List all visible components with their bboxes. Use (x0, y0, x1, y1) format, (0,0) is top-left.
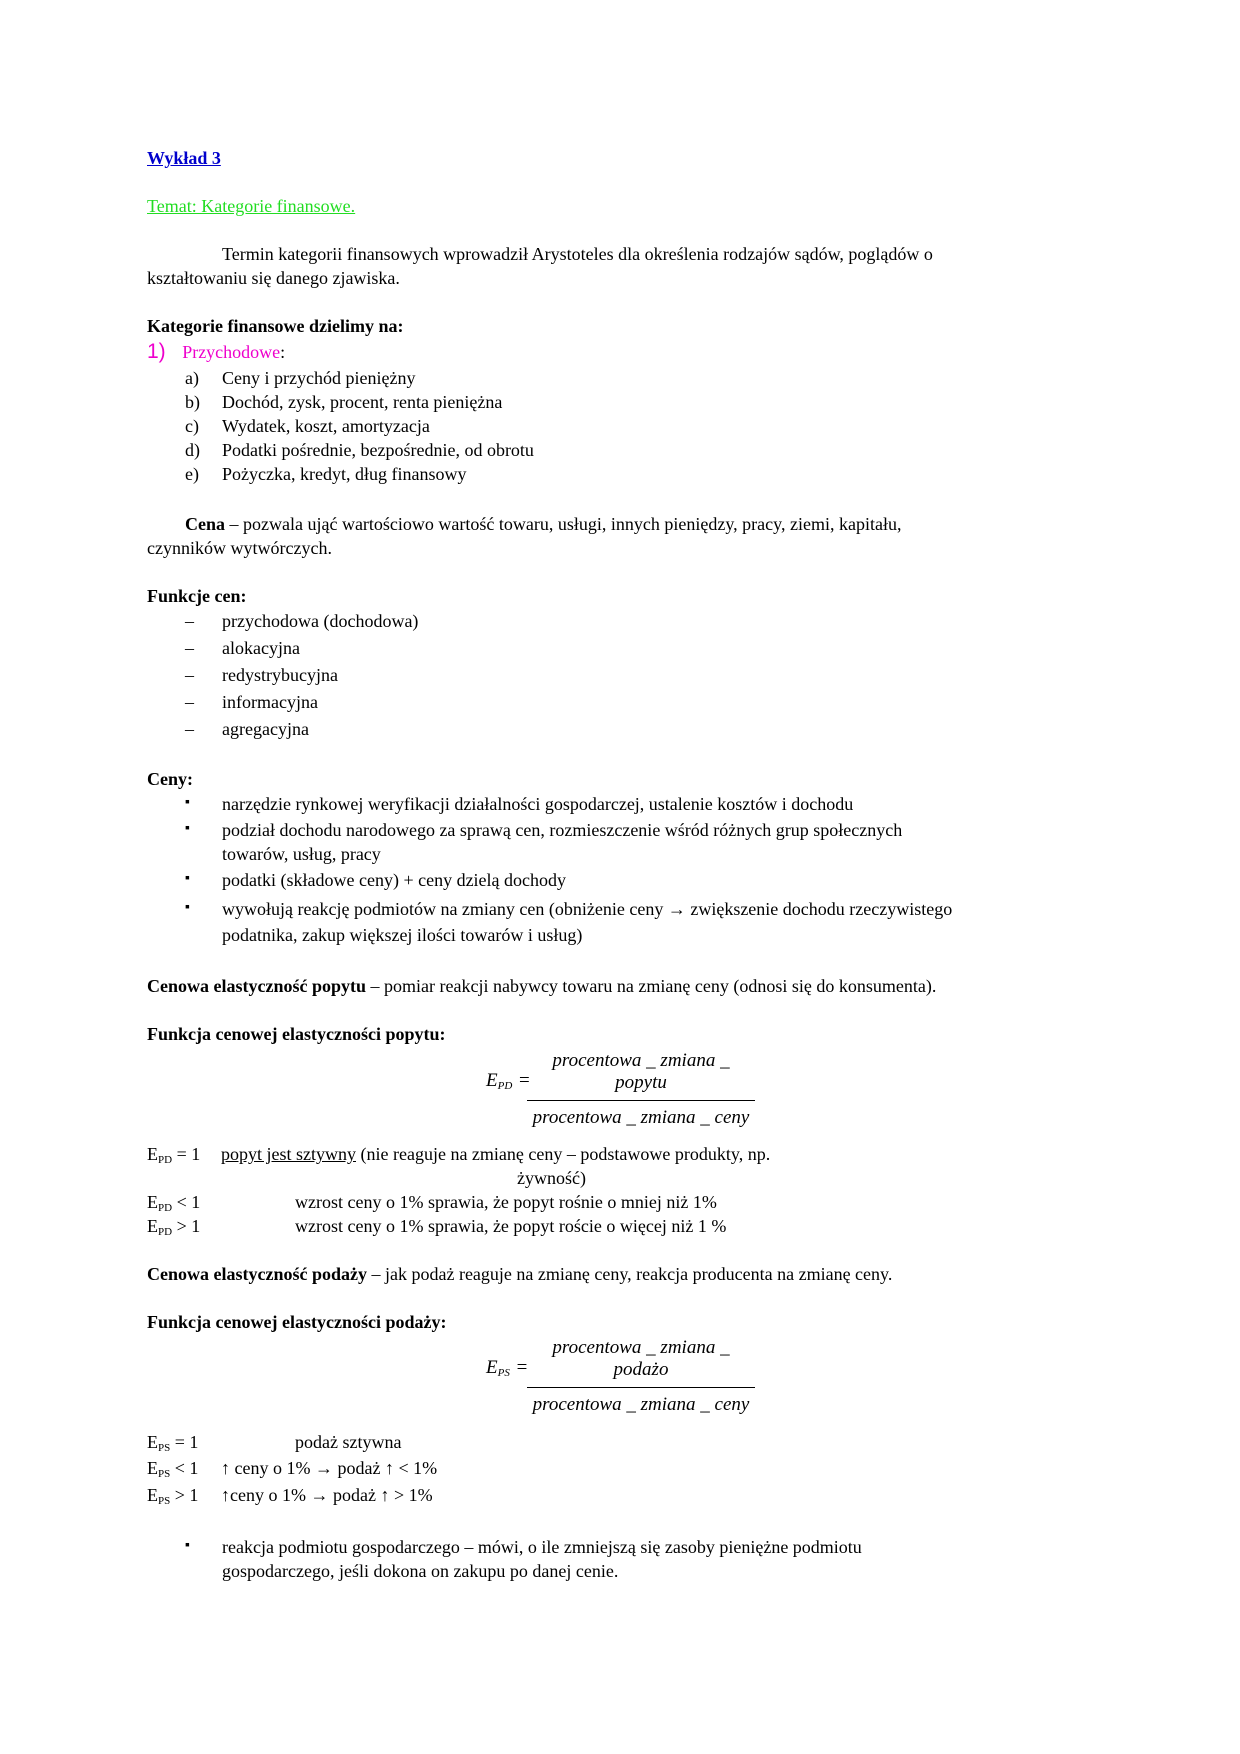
list-item-text: Podatki pośrednie, bezpośrednie, od obrotu (222, 440, 534, 460)
supply-definition: Cenowa elastyczność podaży – jak podaż reaguje na zmianę ceny, reakcja producenta na zmianę ceny. (147, 1264, 893, 1284)
supply-case-1-text: podaż sztywna (295, 1432, 402, 1452)
bullet-marker: ▪ (185, 821, 190, 836)
demand-case-1-continuation: żywność) (517, 1168, 586, 1188)
list-item-text: Dochód, zysk, procent, renta pieniężna (222, 392, 503, 412)
supply-formula-lhs: $E_{PS}$ = (486, 1357, 528, 1379)
list-item: a) (185, 368, 199, 388)
dash-marker: – (185, 692, 194, 712)
cena-definition-line-1: Cena – pozwala ująć wartościowo wartość towaru, usługi, innych pieniędzy, pracy, ziemi, kapitału, (185, 514, 902, 534)
list-item: e) (185, 464, 199, 484)
dash-marker: – (185, 665, 194, 685)
demand-term: Cenowa elastyczność popytu (147, 976, 366, 996)
bullet-marker: ▪ (185, 900, 190, 915)
category-1-label: Przychodowe (182, 342, 281, 362)
supply-term: Cenowa elastyczność podaży (147, 1264, 367, 1284)
demand-case-3: $E_{PD} > 1$ (147, 1216, 201, 1238)
demand-formula-fraction (527, 1050, 755, 1129)
list-item-text: informacyjna (222, 692, 318, 712)
demand-function-heading: Funkcja cenowej elastyczności popytu: (147, 1024, 446, 1044)
topic-heading: Temat: Kategorie finansowe. (147, 196, 356, 216)
category-1-number: 1) (147, 340, 166, 363)
cena-definition-line-2: czynników wytwórczych. (147, 538, 332, 558)
list-item: b) (185, 392, 200, 412)
category-1-colon: : (280, 342, 286, 362)
list-item-text: przychodowa (dochodowa) (222, 611, 419, 631)
bullet-marker: ▪ (185, 1538, 190, 1553)
intro-line-2: kształtowaniu się danego zjawiska. (147, 268, 400, 288)
bullet-text: wywołują reakcję podmiotów na zmiany cen (obniżenie ceny → zwiększenie dochodu rzeczywistego (222, 899, 953, 919)
demand-case-1: $E_{PD} = 1$ (147, 1144, 201, 1166)
supply-case-2-text: ↑ ceny o 1% → podaż ↑ < 1% (221, 1458, 438, 1478)
dash-marker: – (185, 719, 194, 739)
bullet-marker: ▪ (185, 795, 190, 810)
categories-heading: Kategorie finansowe dzielimy na: (147, 316, 404, 336)
list-item-text: Pożyczka, kredyt, dług finansowy (222, 464, 467, 484)
bullet-text: podział dochodu narodowego za sprawą cen, rozmieszczenie wśród różnych grup społecznych (222, 820, 903, 840)
supply-formula-denominator: procentowa _ zmiana _ ceny (532, 1394, 750, 1415)
category-1 (147, 340, 285, 364)
list-item-text: agregacyjna (222, 719, 309, 739)
final-bullet-line-2: gospodarczego, jeśli dokona on zakupu po danej cenie. (222, 1561, 619, 1581)
list-item-text: Wydatek, koszt, amortyzacja (222, 416, 430, 436)
fraction-bar (527, 1100, 755, 1101)
prices-heading: Ceny: (147, 769, 193, 789)
dash-marker: – (185, 638, 194, 658)
demand-case-2-text: wzrost ceny o 1% sprawia, że popyt rośnie o mniej niż 1% (295, 1192, 717, 1212)
supply-case-3: $E_{PS} > 1$ (147, 1485, 199, 1507)
list-item: c) (185, 416, 199, 436)
list-item: d) (185, 440, 200, 460)
demand-case-3-text: wzrost ceny o 1% sprawia, że popyt roście o więcej niż 1 % (295, 1216, 727, 1236)
demand-formula-denominator: procentowa _ zmiana _ ceny (532, 1107, 750, 1128)
intro-line-1: Termin kategorii finansowych wprowadził Arystoteles dla określenia rodzajów sądów, poglądów o (222, 244, 933, 264)
functions-heading: Funkcje cen: (147, 586, 247, 606)
bullet-text: narzędzie rynkowej weryfikacji działalności gospodarczej, ustalenie kosztów i dochodu (222, 794, 854, 814)
list-item-text: redystrybucyjna (222, 665, 338, 685)
dash-marker: – (185, 611, 194, 631)
demand-formula-lhs: $E_{PD}$ = (486, 1070, 530, 1092)
demand-formula-numerator: procentowa _ zmiana _ popytu (552, 1050, 730, 1093)
fraction-bar (527, 1387, 755, 1388)
bullet-text: podatki (składowe ceny) + ceny dzielą dochody (222, 870, 567, 890)
demand-case-2: $E_{PD} < 1$ (147, 1192, 201, 1214)
supply-formula-numerator: procentowa _ zmiana _ podażo (552, 1337, 730, 1380)
final-bullet-line-1: reakcja podmiotu gospodarczego – mówi, o ile zmniejszą się zasoby pieniężne podmiotu (222, 1537, 862, 1557)
supply-case-1: $E_{PS} = 1$ (147, 1432, 199, 1454)
supply-formula-fraction (527, 1337, 755, 1416)
page-title: Wykład 3 (147, 148, 221, 168)
supply-function-heading: Funkcja cenowej elastyczności podaży: (147, 1312, 447, 1332)
supply-case-3-text: ↑ceny o 1% → podaż ↑ > 1% (221, 1485, 433, 1505)
cena-term: Cena (185, 514, 225, 534)
list-item-text: alokacyjna (222, 638, 300, 658)
bullet-text: podatnika, zakup większej ilości towarów i usług) (222, 925, 583, 945)
list-item-text: Ceny i przychód pieniężny (222, 368, 416, 388)
bullet-marker: ▪ (185, 871, 190, 886)
supply-case-2: $E_{PS} < 1$ (147, 1458, 199, 1480)
demand-definition: Cenowa elastyczność popytu – pomiar reakcji nabywcy towaru na zmianę ceny (odnosi się do konsumenta). (147, 976, 937, 996)
demand-case-1-text: popyt jest sztywny (nie reaguje na zmianę ceny – podstawowe produkty, np. (221, 1144, 771, 1164)
bullet-text: towarów, usług, pracy (222, 844, 381, 864)
